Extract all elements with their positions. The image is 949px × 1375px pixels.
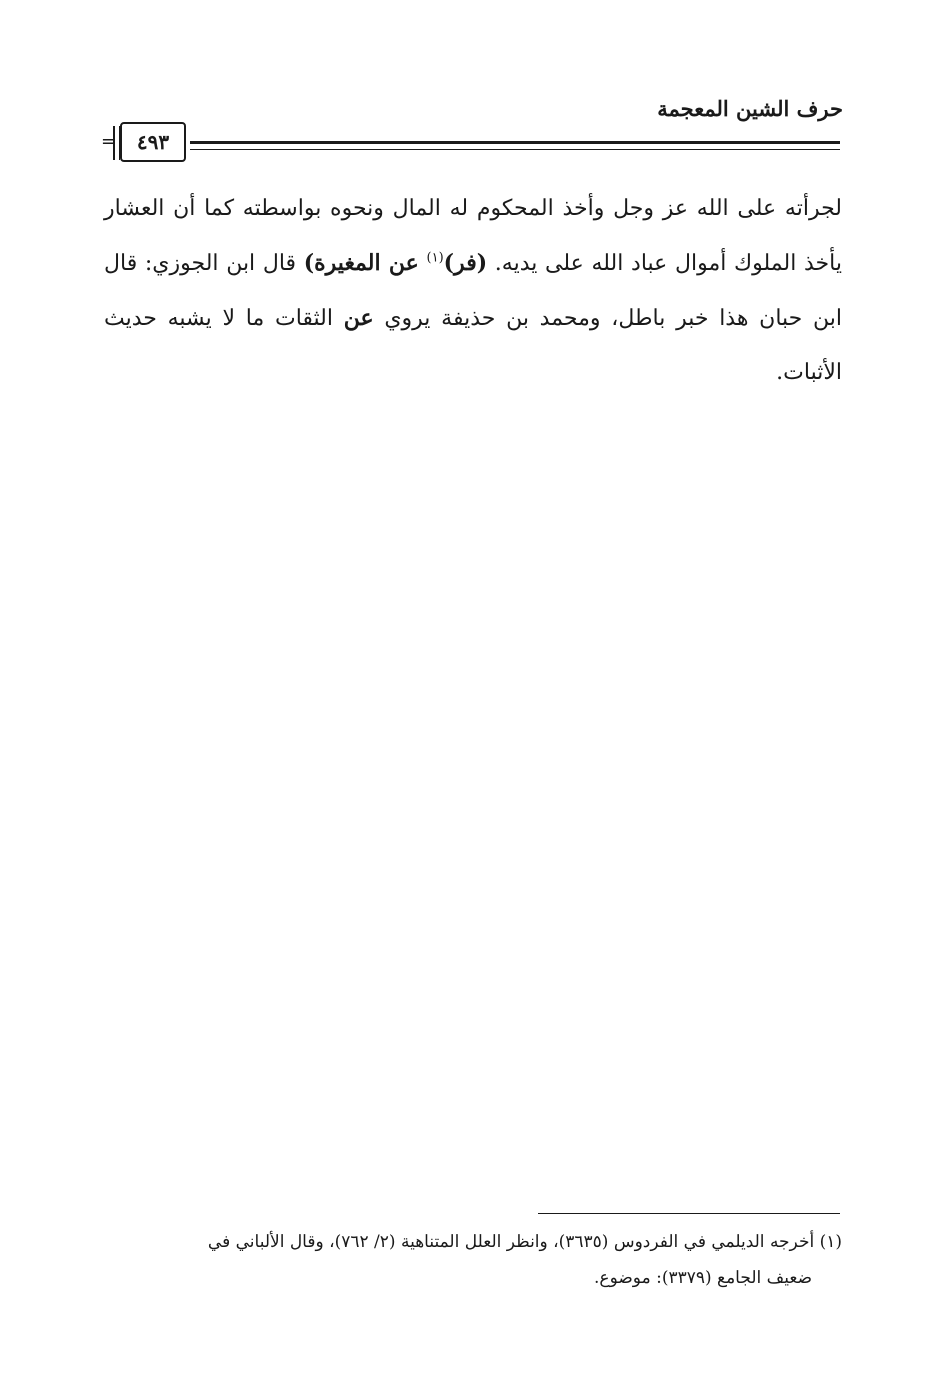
body-bold-word: عن — [343, 305, 374, 331]
footnote-separator — [538, 1213, 840, 1214]
body-text-part1: لجرأته على الله عز وجل وأخذ المحكوم له المال ونحوه بواسطته كما أن العشار يأخذ الملوك أموال عباد الله على يديه. — [104, 196, 842, 276]
footnote-reference: (١) — [426, 250, 444, 266]
header-double-rule — [190, 141, 840, 150]
body-text-part2: قال ابن الجوزي: قال ابن حبان هذا خبر باطل، ومحمد بن حذيفة يروي — [104, 251, 842, 331]
footnote-line-2: ضعيف الجامع (٣٣٧٩): موضوع. — [594, 1268, 812, 1288]
header-mark: = — [101, 131, 117, 152]
page-number: ٤٩٣ — [120, 122, 186, 162]
running-header-title: حرف الشين المعجمة — [657, 96, 843, 121]
body-text-part3: الثقات ما لا يشبه حديث الأثبات. — [104, 306, 842, 385]
body-paragraph — [104, 182, 842, 400]
footnote — [104, 1224, 842, 1296]
narrator-name: عن المغيرة) — [303, 250, 419, 276]
footnote-line-1: (١) أخرجه الديلمي في الفردوس (٣٦٣٥)، وانظر العلل المتناهية (٢/ ٧٦٢)، وقال الألباني في — [207, 1232, 842, 1252]
source-code: (فر) — [443, 250, 488, 276]
body-text — [104, 182, 842, 400]
